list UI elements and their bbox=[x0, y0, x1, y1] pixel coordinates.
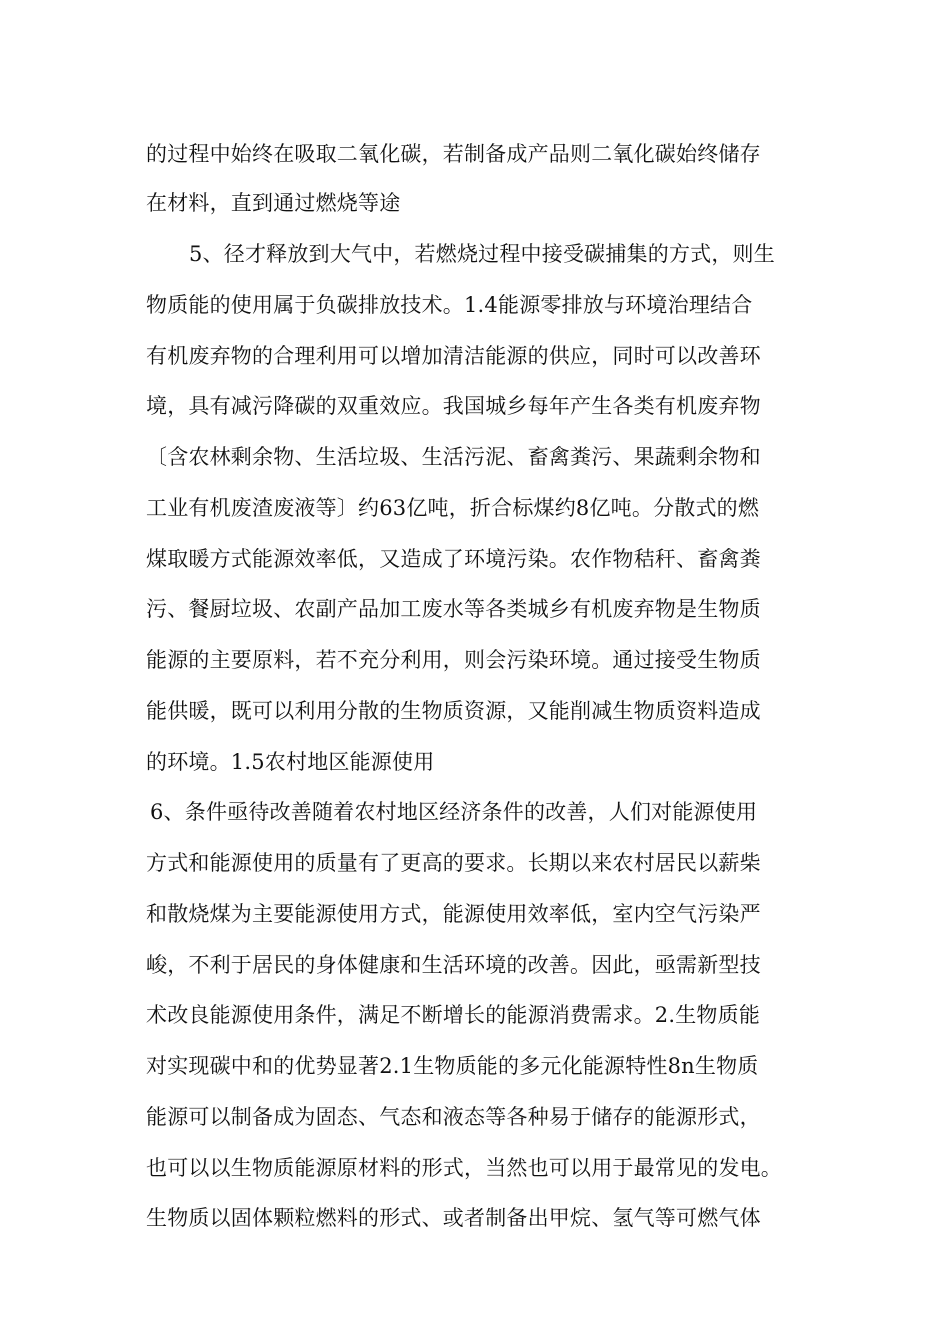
text-line: 在材料，直到通过燃烧等途 bbox=[146, 191, 401, 215]
text-line: 和散烧煤为主要能源使用方式，能源使用效率低，室内空气污染严 bbox=[146, 902, 761, 926]
text-line: 有机废弃物的合理利用可以增加清洁能源的供应，同时可以改善环 bbox=[146, 344, 761, 368]
text-line: 污、餐厨垃圾、农副产品加工废水等各类城乡有机废弃物是生物质 bbox=[146, 597, 761, 621]
text-line: 工业有机废渣废液等〕约63亿吨，折合标煤约8亿吨。分散式的燃 bbox=[146, 496, 760, 520]
text-line: 〔含农林剩余物、生活垃圾、生活污泥、畜禽粪污、果蔬剩余物和 bbox=[146, 445, 761, 469]
text-line: 能源的主要原料，若不充分利用，则会污染环境。通过接受生物质 bbox=[146, 648, 761, 672]
text-line: 境，具有减污降碳的双重效应。我国城乡每年产生各类有机废弃物 bbox=[146, 394, 761, 418]
text-line: 生物质以固体颗粒燃料的形式、或者制备出甲烷、氢气等可燃气体 bbox=[146, 1206, 761, 1230]
text-line: 能供暖，既可以利用分散的生物质资源，又能削减生物质资料造成 bbox=[146, 699, 761, 723]
text-line: 方式和能源使用的质量有了更高的要求。长期以来农村居民以薪柴 bbox=[146, 851, 761, 875]
text-line: 6、条件亟待改善随着农村地区经济条件的改善，人们对能源使用 bbox=[150, 800, 758, 824]
text-line: 5、径才释放到大气中，若燃烧过程中接受碳捕集的方式，则生 bbox=[189, 242, 775, 266]
text-line: 的过程中始终在吸取二氧化碳，若制备成产品则二氧化碳始终储存 bbox=[146, 142, 761, 166]
text-line: 术改良能源使用条件，满足不断增长的能源消费需求。2.生物质能 bbox=[146, 1003, 761, 1027]
text-line: 物质能的使用属于负碳排放技术。1.4能源零排放与环境治理结合 bbox=[146, 293, 753, 317]
text-line: 峻，不利于居民的身体健康和生活环境的改善。因此，亟需新型技 bbox=[146, 953, 761, 977]
text-line: 煤取暖方式能源效率低，又造成了环境污染。农作物秸秆、畜禽粪 bbox=[146, 547, 761, 571]
text-line: 能源可以制备成为固态、气态和液态等各种易于储存的能源形式， bbox=[146, 1105, 761, 1129]
text-line: 对实现碳中和的优势显著2.1生物质能的多元化能源特性8n生物质 bbox=[146, 1054, 759, 1078]
text-line: 也可以以生物质能源原材料的形式，当然也可以用于最常见的发电。 bbox=[146, 1156, 782, 1180]
text-line: 的环境。1.5农村地区能源使用 bbox=[146, 750, 435, 774]
